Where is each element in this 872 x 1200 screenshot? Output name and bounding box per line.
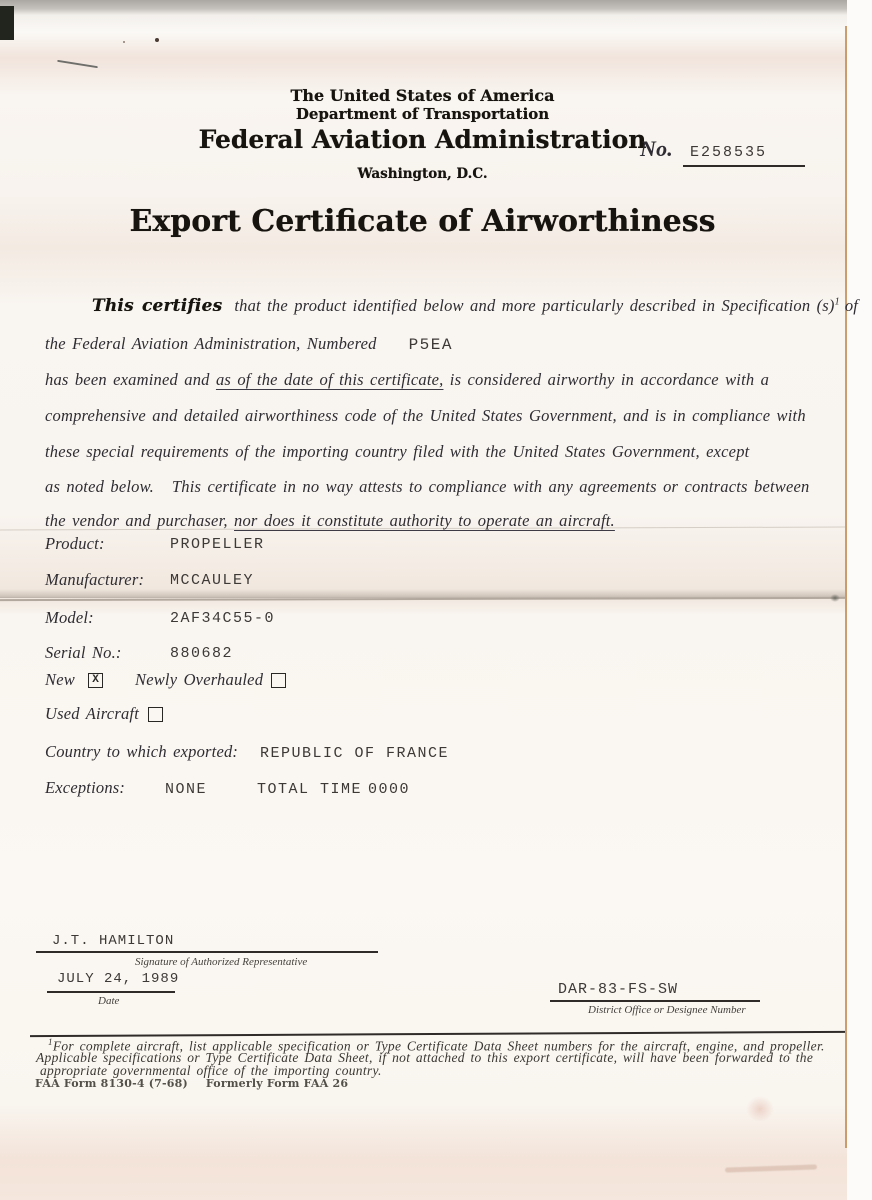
body-line-1-end: of <box>844 296 859 315</box>
body-line-6-start: as noted below. <box>45 477 154 496</box>
scan-margin <box>844 0 872 1200</box>
date-value: JULY 24, 1989 <box>57 971 180 987</box>
country-label: Country to which exported: <box>45 742 239 761</box>
serial-value: 880682 <box>170 645 234 662</box>
form-footer <box>35 1077 348 1090</box>
district-office-line <box>550 1000 760 1002</box>
paper-fold-blot <box>830 594 840 602</box>
body-line-7-underlined: nor does it constitute authority to operate an aircraft. <box>234 511 615 530</box>
header-city-line: Washington, D.C. <box>357 166 488 182</box>
manufacturer-label: Manufacturer: <box>45 570 145 589</box>
body-line-2-text: the Federal Aviation Administration, Numbered <box>45 334 377 353</box>
certificate-number-value: E258535 <box>690 144 768 161</box>
body-line-7 <box>45 511 615 531</box>
footnote-superscript: 1 <box>48 1037 53 1047</box>
total-time-label: TOTAL TIME <box>257 781 363 798</box>
form-number: FAA Form 8130-4 (7-68) <box>35 1077 188 1090</box>
exceptions-value: NONE <box>165 781 208 798</box>
body-line-5: these special requirements of the importing country filed with the United States Government, except <box>45 442 750 461</box>
specification-superscript: 1 <box>834 296 840 308</box>
certificate-number-label: No. <box>640 136 673 161</box>
paper-edge-line <box>845 26 847 1148</box>
header-country-line: The United States of America <box>290 86 555 105</box>
serial-label: Serial No.: <box>45 643 122 662</box>
model-label: Model: <box>45 608 94 627</box>
new-label: New <box>45 670 75 689</box>
product-value: PROPELLER <box>170 536 265 553</box>
checkbox-newly-overhauled-icon <box>271 673 286 688</box>
footnote-line-1-text: For complete aircraft, list applicable specification or Type Certificate Data Sheet numbers for the aircraft, engine, and propeller. <box>52 1038 825 1054</box>
footnote-line-2: Applicable specifications or Type Certificate Data Sheet, if not attached to this export certificate, will have been forwarded to the <box>36 1050 814 1065</box>
exceptions-label: Exceptions: <box>45 778 126 797</box>
signature-line <box>36 951 378 953</box>
body-line-3-start: has been examined and <box>45 370 210 389</box>
body-line-3-underlined: as of the date of this certificate, <box>215 370 444 389</box>
body-line-3-end: is considered airworthy in accordance with a <box>449 370 770 389</box>
model-value: 2AF34C55-0 <box>170 610 276 627</box>
date-line <box>47 991 175 993</box>
scan-smudge <box>746 1096 774 1122</box>
scan-speck <box>155 38 159 42</box>
body-line-4: comprehensive and detailed airworthiness code of the United States Government, and is in compliance with <box>45 406 806 425</box>
checkbox-new-checked-icon: X <box>88 673 103 688</box>
this-certifies-label: This certifies <box>92 296 223 316</box>
scan-speck <box>123 41 125 43</box>
body-line-1-text: that the product identified below and more particularly described in Specification (s) <box>234 296 835 315</box>
specification-number-value: P5EA <box>408 336 453 354</box>
newly-overhauled-label: Newly Overhauled <box>135 670 264 689</box>
signature-caption: Signature of Authorized Representative <box>135 956 308 968</box>
body-line-6-end: This certificate in no way attests to compliance with any agreements or contracts between <box>171 477 810 496</box>
district-office-value: DAR-83-FS-SW <box>558 981 679 998</box>
header-agency-line: Federal Aviation Administration <box>198 125 647 154</box>
footnote-line-3: appropriate governmental office of the importing country. <box>40 1063 382 1078</box>
manufacturer-value: MCCAULEY <box>170 572 255 589</box>
body-line-2 <box>45 334 453 355</box>
certificate-title: Export Certificate of Airworthiness <box>129 204 716 239</box>
body-line-6 <box>45 477 809 497</box>
form-formerly: Formerly Form FAA 26 <box>205 1077 349 1090</box>
district-office-caption: District Office or Designee Number <box>588 1004 746 1016</box>
date-caption: Date <box>98 995 120 1007</box>
body-line-3 <box>45 370 769 390</box>
used-aircraft-label: Used Aircraft <box>45 704 139 723</box>
body-line-7-start: the vendor and purchaser, <box>45 511 228 530</box>
checkbox-used-aircraft-icon <box>148 707 163 722</box>
total-time-value: 0000 <box>368 781 411 798</box>
signature-value: J.T. HAMILTON <box>52 933 175 949</box>
body-line-1 <box>45 296 858 316</box>
product-label: Product: <box>45 534 105 553</box>
country-value: REPUBLIC OF FRANCE <box>260 745 450 762</box>
header-department-line: Department of Transportation <box>295 105 550 123</box>
scan-corner-artifact <box>0 6 14 40</box>
certificate-number-underline <box>683 165 805 167</box>
